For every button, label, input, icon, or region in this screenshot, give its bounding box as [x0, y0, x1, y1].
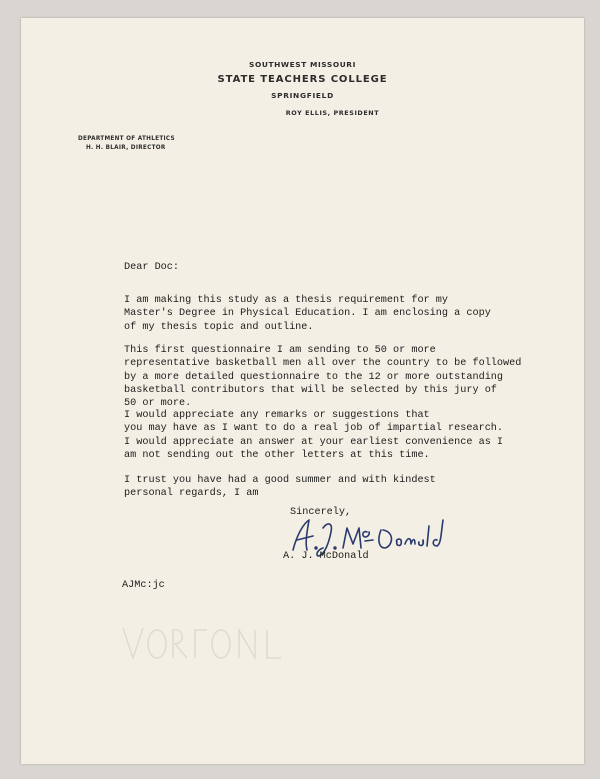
salutation: Dear Doc:: [124, 262, 180, 273]
body-paragraph-3: I would appreciate any remarks or suggestions that you may have as I want to do a real job of impartial research. I would appreciate an answer at your earliest convenience as I am not sending out the other letters at this time.: [124, 410, 504, 461]
typed-name: A. J. McDonald: [283, 551, 369, 562]
department-name: DEPARTMENT OF ATHLETICS: [78, 136, 175, 142]
body-paragraph-2: This first questionnaire I am sending to 50 or more representative basketball men all over the country to be followed by a more detailed questionnaire to the 12 or more outstanding basketball contributors that will be selected by this jury of 50 or more.: [124, 345, 522, 410]
letter-page: [21, 18, 584, 764]
closing: Sincerely,: [290, 507, 352, 518]
letterhead-region: SOUTHWEST MISSOURI: [249, 60, 356, 69]
department-director: H. H. BLAIR, DIRECTOR: [86, 145, 166, 151]
body-paragraph-1: I am making this study as a thesis requirement for my Master's Degree in Physical Education. I am enclosing a copy of my thesis topic and outline.: [124, 295, 491, 333]
department-block: [78, 135, 175, 153]
faint-watermark: [117, 614, 287, 669]
body-paragraph-4: I trust you have had a good summer and with kindest personal regards, I am: [124, 475, 436, 500]
letterhead-president: ROY ELLIS, PRESIDENT: [285, 109, 380, 117]
letterhead-college-name: STATE TEACHERS COLLEGE: [217, 74, 388, 85]
letterhead-city: SPRINGFIELD: [271, 91, 334, 100]
reference-initials: AJMc:jc: [122, 580, 165, 591]
